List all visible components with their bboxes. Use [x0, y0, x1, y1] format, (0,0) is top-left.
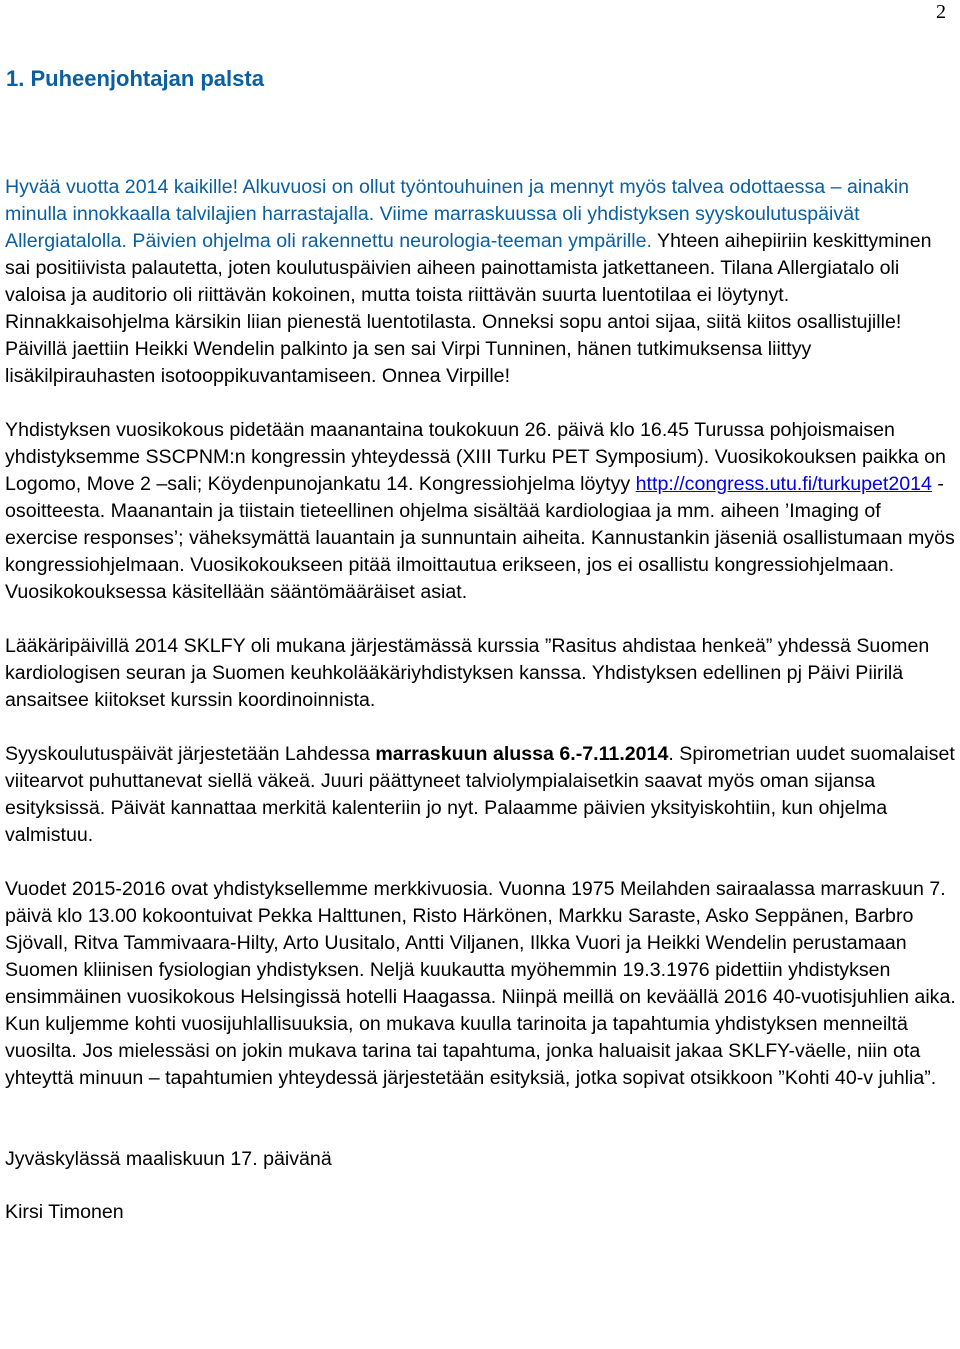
paragraph-intro-lead: Hyvää vuotta 2014 kaikille! Alkuvuosi on ollut työntouhuinen ja mennyt myös talvea odottaessa – ainakin minulla innokkaalla talvilajien harrastajalla. Viime marraskuussa oli yhdistyksen syyskoulutuspäivät Allergiatalolla. Päivien ohjelma oli rakennettu neurologia-teeman ympärille. [5, 176, 910, 252]
syyskoulutus-text: Syyskoulutuspäivät järjestetään Lahdessa [5, 743, 376, 765]
syyskoulutus-text-continued: . Spirometrian uudet suomalaiset viitearvot puhuttanevat siellä väkeä. Juuri päättyneet talviolympialaisetkin saavat myös oman sijansa esityksissä. Päivät kannattaa merkitä kalenteriin jo nyt. Palaamme päivien yksityiskohtiin, kun ohjelma valmistuu. [5, 743, 955, 846]
page-title: 1. Puheenjohtajan palsta [6, 66, 264, 91]
syyskoulutus-date: marraskuun alussa 6.-7.11.2014 [375, 743, 669, 765]
congress-link[interactable]: http://congress.utu.fi/turkupet2014 [635, 473, 932, 495]
paragraph-intro-rest: Yhteen aihepiiriin keskittyminen sai positiivista palautetta, joten koulutuspäivien aiheen painottamista jatkettaneen. Tilana Allergiatalo oli valoisa ja auditorio oli riittävän kokoinen, mutta toista riittävän suurta luentotilaa ei löytynyt. Rinnakkaisohjelma kärsikin liian pienestä luentotilasta. Onneksi sopu antoi sijaa, siitä kiitos osallistujille! Päivillä jaettiin Heikki Wendelin palkinto ja sen sai Virpi Tunninen, hänen tutkimuksensa liittyy lisäkilpirauhasten isotooppikuvantamiseen. Onnea Virpille! [5, 230, 932, 387]
annual-meeting-text-continued: -osoitteesta. Maanantain ja tiistain tieteellinen ohjelma sisältää kardiologiaa ja mm. aiheen ’Imaging of exercise responses’; väheksymättä lauantain ja sunnuntain aiheita. Kannustankin jäseniä osallistumaan myös kongressiohjelmaan. Vuosikokoukseen pitää ilmoittautua erikseen, jos ei osallistu kongressiohjelmaan. Vuosikokouksessa käsitellään sääntömääräiset asiat. [5, 473, 955, 603]
paragraph-laakaripaivat: Lääkäripäivillä 2014 SKLFY oli mukana järjestämässä kurssia ”Rasitus ahdistaa henkeä” yhdessä Suomen kardiologisen seuran ja Suomen keuhkolääkäriyhdistyksen kanssa. Yhdistyksen edellinen pj Päivi Piirilä ansaitsee kiitokset kurssin koordinoinnista. [5, 635, 930, 711]
annual-meeting-text: Yhdistyksen vuosikokous pidetään maanantaina toukokuun 26. päivä klo 16.45 Turussa pohjoismaisen yhdistyksemme SSCPNM:n kongressin yhteydessä (XIII Turku PET Symposium). Vuosikokouksen paikka on Logomo, Move 2 –sali; Köydenpunojankatu 14. Kongressiohjelma löytyy [5, 419, 946, 495]
article-body [5, 174, 957, 1226]
paragraph-syyskoulutus [5, 741, 957, 849]
signature-place-date: Jyväskylässä maaliskuun 17. päivänä [5, 1148, 332, 1170]
paragraph-intro [5, 174, 957, 390]
paragraph-annual-meeting [5, 417, 957, 606]
paragraph-anniversary: Vuodet 2015-2016 ovat yhdistyksellemme merkkivuosia. Vuonna 1975 Meilahden sairaalassa marraskuun 7. päivä klo 13.00 kokoontuivat Pekka Halttunen, Risto Härkönen, Markku Saraste, Asko Seppänen, Barbro Sjövall, Ritva Tammivaara-Hilty, Arto Uusitalo, Antti Viljanen, Ilkka Vuori ja Heikki Wendelin perustamaan Suomen kliinisen fysiologian yhdistyksen. Neljä kuukautta myöhemmin 19.3.1976 pidettiin yhdistyksen ensimmäinen vuosikokous Helsingissä hotelli Haagassa. Niinpä meillä on keväällä 2016 40-vuotisjuhlien aika. Kun kuljemme kohti vuosijuhlallisuuksia, on mukava kuulla tarinoita ja tapahtumia yhdistyksen menneiltä vuosilta. Jos mielessäsi on jokin mukava tarina tai tapahtuma, jonka haluaisit jakaa SKLFY-väelle, niin ota yhteyttä minuun – tapahtumien yhteydessä järjestetään esityksiä, jotka sopivat otsikkoon ”Kohti 40-v juhlia”. [5, 878, 956, 1089]
page-number: 2 [936, 1, 946, 23]
signature-name: Kirsi Timonen [5, 1201, 124, 1223]
